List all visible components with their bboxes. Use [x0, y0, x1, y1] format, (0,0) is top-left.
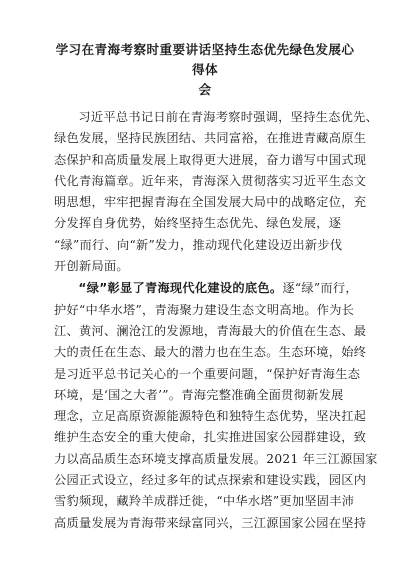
paragraph-lead-sentence: “绿”彰显了青海现代化建设的底色。 [78, 281, 283, 296]
document-title [54, 40, 356, 100]
text-line: 维护生态安全的重大使命，扎实推进国家公园群建设，致 [54, 430, 367, 445]
paragraph-intro [54, 107, 379, 277]
lead-continuation: 逐“绿”而行， [282, 281, 358, 296]
text-line: 代化青海篇章。近年来，青海深入贯彻落实习近平生态文 [54, 173, 367, 188]
text-line: 力以高品质生态环境支撑高质量发展。2021 年三江源国家 [54, 451, 378, 466]
text-line-lead [54, 278, 356, 299]
text-line: 大的责任在生态、最大的潜力也在生态。生态环境，始终 [54, 345, 367, 360]
text-line: 绿色发展，坚持民族团结、共同富裕，在推进青藏高原生 [54, 131, 367, 146]
text-line: 习近平总书记日前在青海考察时强调，坚持生态优先、 [78, 110, 379, 124]
text-line: 江、黄河、澜沧江的发源地，青海最大的价值在生态、最 [54, 323, 367, 338]
text-line: 理念，立足高原资源能源特色和独特生态优势，坚决扛起 [54, 409, 367, 424]
title-line: 学习在青海考察时重要讲话坚持生态优先绿色发展心得体 [55, 42, 355, 77]
text-line: 公园正式设立，经过多年的试点探索和建设实践，园区内 [54, 473, 367, 488]
text-line: 开创新局面。 [54, 259, 129, 274]
text-line: 态保护和高质量发展上取得更大进展，奋力谱写中国式现 [54, 152, 367, 167]
text-line: 分发挥自身优势，始终坚持生态优先、绿色发展，逐 [54, 216, 342, 231]
text-line: “绿”而行、向“新”发力，推动现代化建设迈出新步伐 [54, 237, 343, 252]
text-line: 是习近平总书记关心的一个重要问题，“保护好青海生态 [54, 366, 361, 381]
title-line: 会 [198, 82, 212, 97]
text-line: 环境，是‘国之大者’”。青海完整准确全面贯彻新发展 [54, 387, 344, 402]
text-line: 明思想，牢牢把握青海在全国发展大局中的战略定位，充 [54, 195, 367, 210]
text-line: 雪豹频现，藏羚羊成群迁徙，“中华水塔”更加坚固丰沛 [54, 494, 355, 509]
text-line: 护好“中华水塔”，青海聚力建设生态文明高地。作为长 [54, 302, 355, 317]
paragraph-green [54, 278, 378, 534]
text-line: 高质量发展为青海带来绿富同兴，三江源国家公园在坚持 [54, 515, 367, 530]
